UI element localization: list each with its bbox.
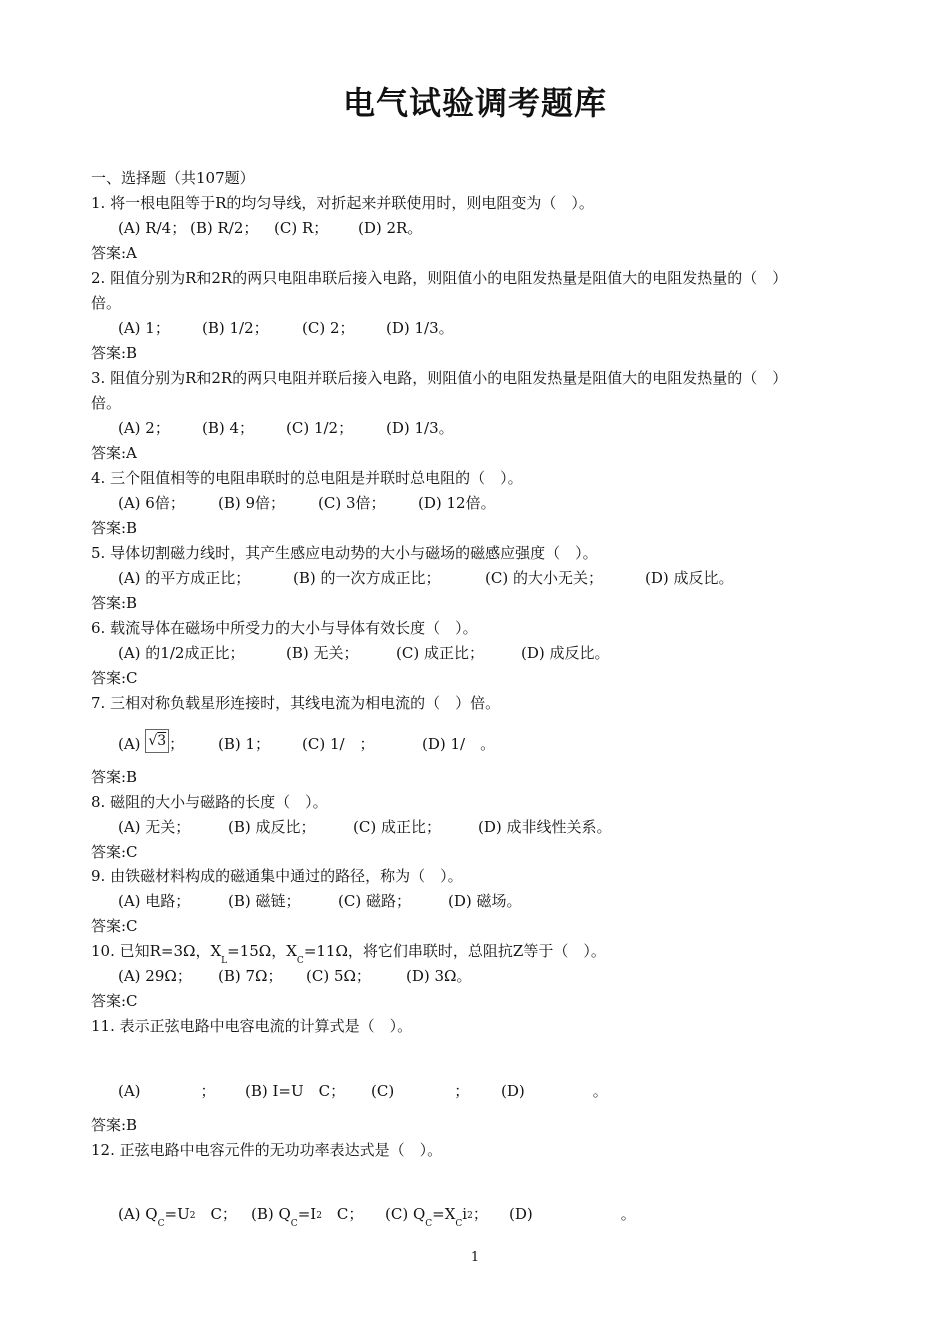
option-d: (D) 1/ 。 [422, 735, 496, 753]
question-2-answer: 答案:B [91, 344, 138, 362]
question-2-stem: 2. 阻值分别为R和2R的两只电阻串联后接入电路，则阻值小的电阻发热量是阻值大的电阻发热量的（ ） [91, 269, 788, 287]
option-d: (D) 12倍。 [418, 494, 496, 512]
question-2-stem-cont: 倍。 [91, 294, 122, 312]
option-a: (A) R/4； [118, 219, 187, 237]
question-3-options [118, 418, 454, 438]
question-1-options [118, 218, 422, 238]
option-b: (B) 1/2； [202, 319, 269, 337]
question-10-answer: 答案:C [91, 992, 138, 1010]
option-c: (C) 成正比； [396, 644, 484, 662]
question-5-answer: 答案:B [91, 594, 138, 612]
question-12-stem: 12. 正弦电路中电容元件的无功功率表达式是（ ）。 [91, 1141, 443, 1159]
option-a: (A) 1； [118, 319, 170, 337]
option-b: (B) 7Ω； [218, 967, 283, 985]
question-9-options [118, 891, 522, 911]
option-c: (C) 磁路； [338, 892, 411, 910]
option-a: (A) 2； [118, 419, 170, 437]
option-a: (A) 无关； [118, 818, 191, 836]
option-d: (D) 。 [501, 1082, 608, 1100]
question-4-options [118, 493, 496, 513]
question-6-options [118, 643, 610, 663]
option-a: (A) ； [118, 1082, 216, 1100]
option-b: (B) 无关； [286, 644, 359, 662]
question-10-options [118, 966, 471, 986]
question-12-options [118, 1204, 636, 1227]
question-6-stem: 6. 载流导体在磁场中所受力的大小与导体有效长度（ ）。 [91, 619, 478, 637]
option-a: (A) 电路； [118, 892, 191, 910]
question-11-answer: 答案:B [91, 1116, 138, 1134]
option-d: (D) 2R。 [358, 219, 423, 237]
option-d: (D) 成反比。 [645, 569, 734, 587]
option-d: (D) 磁场。 [448, 892, 522, 910]
page-number: 1 [470, 1250, 480, 1265]
option-c: (C) ； [371, 1082, 470, 1100]
question-2-options [118, 318, 454, 338]
option-b: (B) I=U C； [245, 1082, 346, 1100]
option-c: (C) 5Ω； [306, 967, 371, 985]
question-11-stem: 11. 表示正弦电路中电容电流的计算式是（ ）。 [91, 1017, 413, 1035]
option-c: (C) 的大小无关； [485, 569, 603, 587]
option-a: (A) 的1/2成正比； [118, 644, 245, 662]
option-d: (D) 1/3。 [386, 319, 454, 337]
question-4-answer: 答案:B [91, 519, 138, 537]
question-4-stem: 4. 三个阻值相等的电阻串联时的总电阻是并联时总电阻的（ ）。 [91, 469, 523, 487]
option-b: (B) $Q_C=I2$ C； [251, 1205, 364, 1229]
option-d: (D) 。 [509, 1205, 636, 1223]
option-b: (B) 成反比； [228, 818, 316, 836]
option-b: (B) 4； [202, 419, 255, 437]
document-title: 电气试验调考题库 [342, 84, 607, 122]
option-c: (C) $Q_C=X_Ci2$； [385, 1205, 488, 1229]
question-7-options [118, 733, 495, 757]
question-5-stem: 5. 导体切割磁力线时，其产生感应电动势的大小与磁场的磁感应强度（ ）。 [91, 544, 598, 562]
option-a: (A) $Q_C=U2$ C； [118, 1205, 237, 1229]
option-d: (D) 成反比。 [521, 644, 610, 662]
option-a: (A) 6倍； [118, 494, 185, 512]
question-7-answer: 答案:B [91, 768, 138, 786]
option-a: (A) √3 ； [118, 733, 218, 757]
option-d: (D) 成非线性关系。 [478, 818, 612, 836]
option-b: (B) R/2； [190, 219, 259, 237]
sqrt-formula-image: √3 [145, 729, 169, 753]
question-9-stem: 9. 由铁磁材料构成的磁通集中通过的路径，称为（ ）。 [91, 867, 463, 885]
option-c: (C) R； [274, 219, 329, 237]
option-c: (C) 2； [302, 319, 355, 337]
option-c: (C) 1/ ； [302, 735, 375, 753]
option-d: (D) 1/3。 [386, 419, 454, 437]
option-c: (C) 成正比； [353, 818, 441, 836]
question-8-answer: 答案:C [91, 843, 138, 861]
question-7-stem: 7. 三相对称负载星形连接时，其线电流为相电流的（ ）倍。 [91, 694, 501, 712]
option-b: (B) 的一次方成正比； [293, 569, 441, 587]
question-8-options [118, 817, 612, 837]
option-c: (C) 3倍； [318, 494, 386, 512]
option-d: (D) 3Ω。 [406, 967, 472, 985]
option-b: (B) 磁链； [228, 892, 301, 910]
option-c: (C) 1/2； [286, 419, 354, 437]
question-6-answer: 答案:C [91, 669, 138, 687]
section-heading: 一、选择题（共107题） [91, 169, 255, 187]
option-b: (B) 1； [218, 735, 271, 753]
question-1-stem: 1. 将一根电阻等于R的均匀导线，对折起来并联使用时，则电阻变为（ ）。 [91, 194, 594, 212]
question-5-options [118, 568, 734, 588]
question-9-answer: 答案:C [91, 917, 138, 935]
question-1-answer: 答案:A [91, 244, 137, 262]
question-10-stem: 10. 已知R=3Ω，$X_L=15\Omega$，$X_C=11\Omega$，将它们串联时，总阻抗Z等于（ ）。 [91, 942, 606, 966]
question-11-options [118, 1081, 608, 1101]
question-3-answer: 答案:A [91, 444, 137, 462]
option-a: (A) 29Ω； [118, 967, 192, 985]
question-3-stem: 3. 阻值分别为R和2R的两只电阻并联后接入电路，则阻值小的电阻发热量是阻值大的电阻发热量的（ ） [91, 369, 788, 387]
option-a: (A) 的平方成正比； [118, 569, 251, 587]
question-3-stem-cont: 倍。 [91, 394, 122, 412]
question-8-stem: 8. 磁阻的大小与磁路的长度（ ）。 [91, 793, 328, 811]
option-b: (B) 9倍； [218, 494, 286, 512]
